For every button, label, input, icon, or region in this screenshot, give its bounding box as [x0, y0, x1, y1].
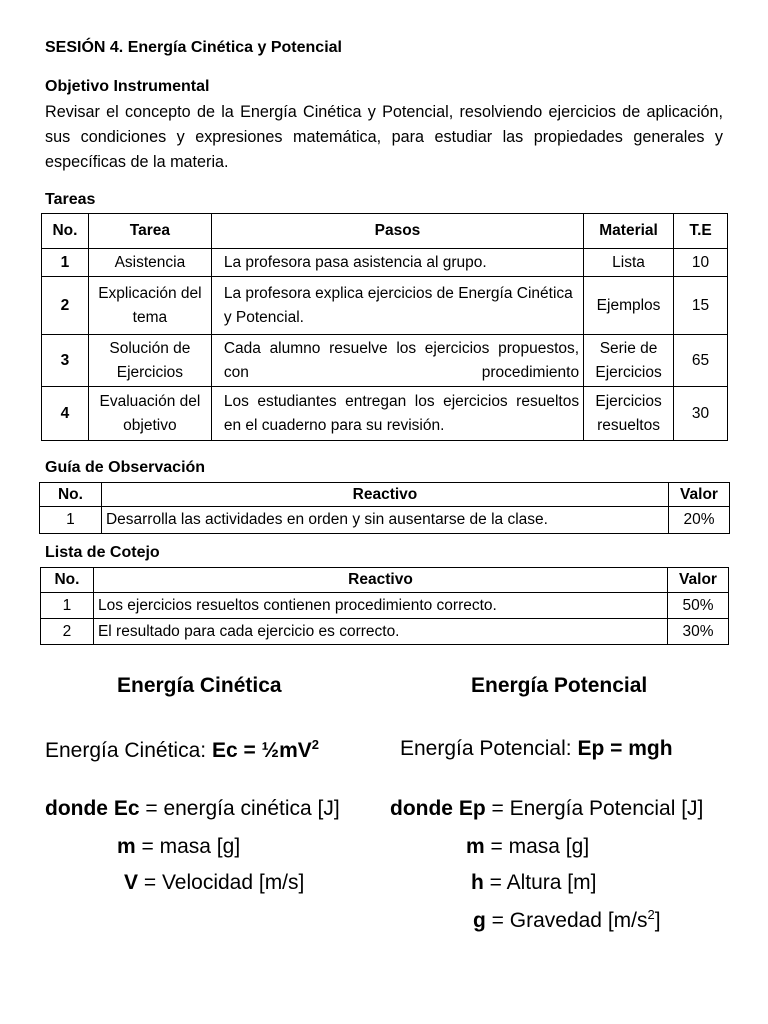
cell-no: 1 — [41, 593, 94, 619]
col-header-tarea: Tarea — [88, 214, 211, 249]
cell-reactivo: Los ejercicios resueltos contienen procedimiento correcto. — [93, 593, 667, 619]
cinetica-m-symbol: m — [117, 835, 136, 858]
table-row — [41, 593, 729, 619]
potencial-formula-expr: Ep = mgh — [577, 737, 673, 760]
cell-te: 15 — [674, 277, 728, 335]
guia-heading: Guía de Observación — [45, 459, 206, 476]
table-row — [42, 335, 728, 387]
cell-valor: 20% — [669, 507, 730, 534]
cell-no: 2 — [42, 277, 89, 335]
cell-te: 65 — [674, 335, 728, 387]
cinetica-m — [117, 835, 240, 859]
cell-valor: 50% — [668, 593, 729, 619]
cell-material: Ejemplos — [584, 277, 674, 335]
cell-tarea: Solución de Ejercicios — [88, 335, 211, 387]
col-header-te: T.E — [674, 214, 728, 249]
table-row — [40, 507, 730, 534]
cinetica-formula — [45, 737, 319, 763]
tareas-table — [41, 213, 728, 441]
cell-pasos: Los estudiantes entregan los ejercicios resueltos en el cuaderno para su revisión. — [211, 387, 583, 441]
cell-no: 1 — [40, 507, 102, 534]
potencial-h-symbol: h — [471, 871, 484, 894]
potencial-formula — [400, 737, 673, 761]
table-header-row — [42, 214, 728, 249]
cotejo-table — [40, 567, 729, 645]
table-row — [42, 277, 728, 335]
potencial-donde — [390, 797, 703, 821]
cinetica-v-symbol: V — [124, 871, 139, 894]
potencial-m — [466, 835, 589, 859]
cinetica-donde — [45, 797, 340, 821]
cell-pasos: Cada alumno resuelve los ejercicios propuestos, con procedimiento — [211, 335, 583, 387]
potencial-donde-label: donde Ep — [390, 797, 486, 820]
potencial-h — [471, 871, 596, 895]
potencial-g-text: = Gravedad [m/s — [485, 909, 648, 932]
table-header-row — [40, 483, 730, 507]
potencial-donde-text: = Energía Potencial [J] — [485, 797, 704, 820]
cell-tarea: Evaluación del objetivo — [88, 387, 211, 441]
cinetica-formula-label: Energía Cinética: — [45, 739, 207, 762]
potencial-m-symbol: m — [466, 835, 485, 858]
cinetica-donde-label: donde Ec — [45, 797, 140, 820]
cell-no: 2 — [41, 619, 94, 645]
potencial-g-exp: 2 — [647, 907, 655, 922]
potencial-h-text: = Altura [m] — [483, 871, 597, 894]
page-title: SESIÓN 4. Energía Cinética y Potencial — [45, 39, 342, 56]
cell-reactivo: El resultado para cada ejercicio es correcto. — [93, 619, 667, 645]
cinetica-m-text: = masa [g] — [135, 835, 241, 858]
col-header-no: No. — [42, 214, 89, 249]
cell-material: Lista — [584, 249, 674, 277]
cell-tarea: Asistencia — [88, 249, 211, 277]
potencial-g-close: ] — [654, 909, 661, 932]
col-header-valor: Valor — [668, 568, 729, 593]
cell-no: 4 — [42, 387, 89, 441]
cell-no: 1 — [42, 249, 89, 277]
guia-table — [39, 482, 730, 534]
cotejo-heading: Lista de Cotejo — [45, 544, 160, 561]
potencial-m-text: = masa [g] — [484, 835, 590, 858]
cell-material: Ejercicios resueltos — [584, 387, 674, 441]
cell-valor: 30% — [668, 619, 729, 645]
cell-no: 3 — [42, 335, 89, 387]
cell-pasos: La profesora explica ejercicios de Energía Cinética y Potencial. — [211, 277, 583, 335]
table-row — [42, 249, 728, 277]
cell-pasos: La profesora pasa asistencia al grupo. — [211, 249, 583, 277]
col-header-material: Material — [584, 214, 674, 249]
cell-te: 10 — [674, 249, 728, 277]
col-header-no: No. — [41, 568, 94, 593]
table-row — [42, 387, 728, 441]
potencial-g — [473, 907, 661, 933]
table-row — [41, 619, 729, 645]
cinetica-formula-expr: Ec = ½mV — [211, 739, 312, 762]
cell-material: Serie de Ejercicios — [584, 335, 674, 387]
tareas-heading: Tareas — [45, 191, 96, 208]
col-header-reactivo: Reactivo — [101, 483, 668, 507]
cinetica-donde-text: = energía cinética [J] — [139, 797, 340, 820]
col-header-valor: Valor — [669, 483, 730, 507]
table-header-row — [41, 568, 729, 593]
col-header-reactivo: Reactivo — [93, 568, 667, 593]
col-header-no: No. — [40, 483, 102, 507]
cinetica-v — [124, 871, 304, 895]
objective-heading: Objetivo Instrumental — [45, 78, 210, 95]
potencial-formula-label: Energía Potencial: — [400, 737, 572, 760]
col-header-pasos: Pasos — [211, 214, 583, 249]
cinetica-title: Energía Cinética — [117, 674, 282, 697]
cell-reactivo: Desarrolla las actividades en orden y sin ausentarse de la clase. — [101, 507, 668, 534]
potencial-title: Energía Potencial — [471, 674, 648, 697]
cinetica-formula-exp: 2 — [311, 737, 319, 752]
potencial-g-symbol: g — [473, 909, 486, 932]
cell-tarea: Explicación del tema — [88, 277, 211, 335]
cell-te: 30 — [674, 387, 728, 441]
objective-text: Revisar el concepto de la Energía Cinética y Potencial, resolviendo ejercicios de aplicación, sus condiciones y expresiones matemática, para estudiar las propiedades generales y específicas de la materia. — [45, 103, 723, 171]
cinetica-v-text: = Velocidad [m/s] — [138, 871, 305, 894]
